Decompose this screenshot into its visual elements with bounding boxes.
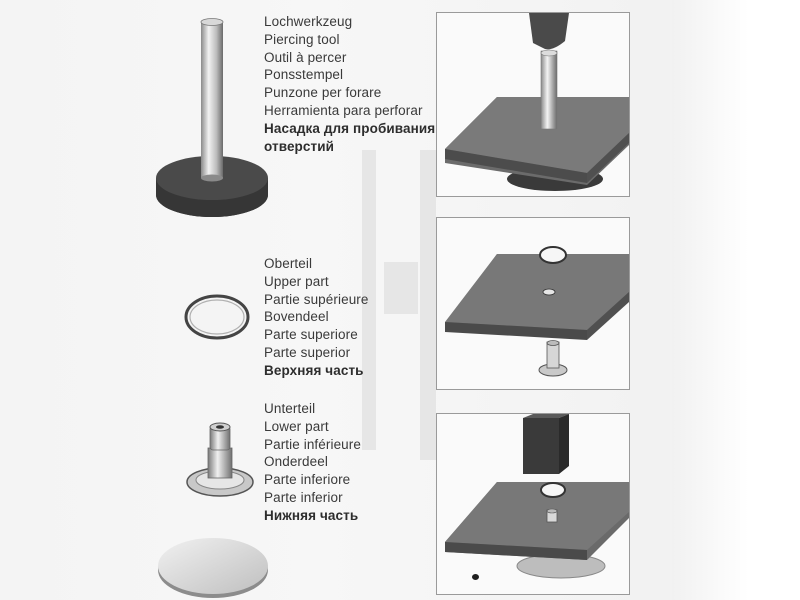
upper-part-labels — [264, 255, 369, 380]
round-base-icon — [156, 528, 271, 600]
label-line: отверстий — [264, 138, 335, 154]
ghost-shape — [420, 150, 436, 460]
label-line: Herramienta para perforar — [264, 102, 423, 118]
label-line: Lochwerkzeug — [264, 14, 353, 29]
step-panel-setting — [436, 413, 630, 595]
label-line: Partie inférieure — [264, 436, 361, 452]
ring-icon — [183, 292, 253, 342]
label-line: Upper part — [264, 273, 329, 289]
label-line: Lower part — [264, 418, 329, 434]
label-line: Верхняя часть — [264, 362, 364, 378]
hammer-icon — [529, 13, 569, 49]
step-panel-piercing — [436, 12, 630, 197]
label-line: Parte inferior — [264, 489, 343, 505]
label-line: Onderdeel — [264, 454, 328, 470]
ghost-shape — [384, 262, 418, 314]
label-line: Outil à percer — [264, 49, 347, 65]
label-line: Parte superior — [264, 344, 351, 360]
card-edge — [672, 0, 800, 600]
label-line: Ponsstempel — [264, 67, 344, 83]
label-line: Punzone per forare — [264, 85, 382, 101]
hammer-icon — [523, 414, 569, 474]
label-line: Piercing tool — [264, 31, 340, 47]
label-line: Parte inferiore — [264, 472, 351, 488]
piercing-tool-labels — [264, 13, 435, 155]
label-line: Bovendeel — [264, 309, 329, 325]
label-line: Oberteil — [264, 256, 313, 271]
rivet-post-icon — [180, 418, 260, 500]
label-line: Parte superiore — [264, 327, 358, 343]
label-line: Unterteil — [264, 401, 316, 416]
step-panel-upper-part — [436, 217, 630, 390]
label-line: Нижняя часть — [264, 507, 359, 523]
punch-hole — [472, 574, 479, 580]
label-line: Насадка для пробивания — [264, 120, 436, 136]
lower-part-labels — [264, 400, 361, 525]
label-line: Partie supérieure — [264, 291, 369, 307]
